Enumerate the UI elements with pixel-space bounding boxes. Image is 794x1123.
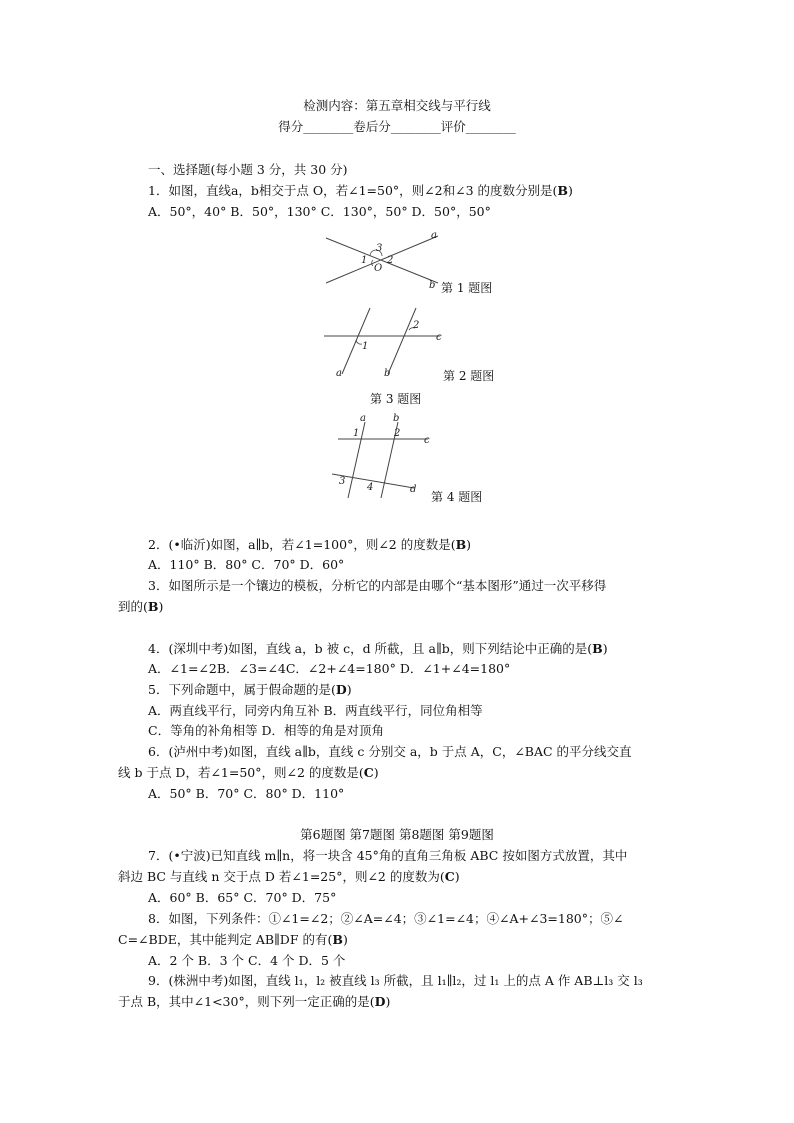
fig1-caption: 第 1 题图 [441,281,493,295]
q9-close: ) [385,994,391,1009]
fig4-label-c: c [424,435,430,446]
fig2-label-a: a [336,368,342,378]
q2-answer: B [455,537,467,552]
q9-line1: 9．(株洲中考)如图，直线 l₁，l₂ 被直线 l₃ 所截，且 l₁∥l₂，过 l₁ 上的点 A 作 AB⊥l₃ 交 l₃ [148,973,643,988]
figure-4 [330,412,430,500]
q4-options: A．∠1=∠2B．∠3=∠4C．∠2+∠4=180° D．∠1+∠4=180° [148,661,511,676]
q2-stem: 2．(•临沂)如图，a∥b，若∠1=100°，则∠2 的度数是( [148,537,456,552]
q3-line1: 3．如图所示是一个镶边的模板，分析它的内部是由哪个“基本图形”通过一次平移得 [148,578,607,593]
q4-close: ) [602,641,608,656]
q1-stem: 1．如图，直线a，b相交于点 O，若∠1=50°，则∠2和∠3 的度数分别是( [148,183,558,198]
q6-answer: C [363,765,374,780]
q5-option-line2: C．等角的补角相等 D．相等的角是对顶角 [148,723,385,738]
q7-line2-text: 斜边 BC 与直线 n 交于点 D 若∠1=25°，则∠2 的度数为( [118,869,445,884]
fig4-label-2: 2 [394,428,401,439]
q2-close: ) [466,537,472,552]
q5-answer: D [335,682,347,697]
q3-close: ) [158,599,164,614]
figure-1 [318,226,448,292]
q6-options: A．50° B．70° C．80° D．110° [148,786,345,801]
question-5 [148,682,352,698]
q8-close: ) [342,932,348,947]
q7-answer: C [444,869,455,884]
q8-line2 [118,932,348,948]
fig2-label-1: 1 [362,341,369,352]
score-line: 得分________卷后分________评价________ [278,119,516,134]
q3-line2 [118,599,163,615]
q4-answer: B [592,641,603,656]
fig4-label-1: 1 [353,428,360,439]
q8-answer: B [332,932,343,947]
q8-line1: 8．如图，下列条件：①∠1=∠2；②∠A=∠4；③∠1=∠4；④∠A+∠3=180°；⑤∠ [148,911,624,926]
q1-close: ) [567,183,573,198]
fig4-label-3: 3 [339,476,346,487]
q9-line2 [118,994,390,1010]
q8-options: A．2 个 B．3 个 C．4 个 D．5 个 [148,953,346,968]
question-4 [148,641,608,657]
fig1-label-2: 2 [387,255,394,266]
question-1 [148,183,573,199]
q1-answer: B [557,183,568,198]
q5-stem: 5．下列命题中，属于假命题的是( [148,682,336,697]
q5-close: ) [346,682,352,697]
fig4-caption: 第 4 题图 [431,490,483,504]
page-title: 检测内容：第五章相交线与平行线 [303,98,491,113]
fig4-label-a: a [360,413,366,424]
fig2-caption: 第 2 题图 [443,369,495,383]
fig1-label-1: 1 [361,255,368,266]
q7-close: ) [454,869,460,884]
q6-line2 [118,765,379,781]
q8-line2-text: C=∠BDE，其中能判定 AB∥DF 的有( [118,932,333,947]
fig1-label-a: a [431,230,437,241]
q1-options: A．50°，40° B．50°，130° C．130°，50° D．50°，50° [148,204,491,219]
q6-close: ) [373,765,379,780]
figure-captions-6-9: 第6题图 第7题图 第8题图 第9题图 [300,827,494,842]
fig1-label-b: b [429,280,436,291]
question-2 [148,537,471,553]
fig4-label-4: 4 [367,482,374,493]
fig3-caption: 第 3 题图 [370,392,422,406]
fig2-label-c: c [436,332,442,343]
q3-line2-text: 到的( [118,599,148,614]
q4-stem: 4．(深圳中考)如图，直线 a，b 被 c，d 所截，且 a∥b，则下列结论中正确的是( [148,641,593,656]
q2-options: A．110° B．80° C．70° D．60° [148,557,345,572]
section-heading: 一、选择题(每小题 3 分，共 30 分) [148,162,348,177]
q7-line2 [118,869,460,885]
fig1-label-o: O [374,263,383,274]
q9-line2-text: 于点 B，其中∠1<30°，则下列一定正确的是( [118,994,375,1009]
q3-answer: B [147,599,159,614]
q7-options: A．60° B．65° C．70° D．75° [148,890,337,905]
q5-option-line1: A．两直线平行，同旁内角互补 B．两直线平行，同位角相等 [148,703,483,718]
fig4-label-b: b [393,413,400,424]
q6-line1: 6．(泸州中考)如图，直线 a∥b，直线 c 分别交 a，b 于点 A，C，∠BAC 的平分线交直 [148,744,632,759]
fig2-label-2: 2 [413,320,420,331]
q6-line2-text: 线 b 于点 D，若∠1=50°，则∠2 的度数是( [118,765,364,780]
fig4-label-d: d [410,484,417,495]
fig2-label-b: b [384,368,391,378]
q9-answer: D [374,994,386,1009]
figure-2 [320,306,450,378]
fig1-label-3: 3 [376,243,383,254]
q7-line1: 7．(•宁波)已知直线 m∥n，将一块含 45°角的直角三角板 ABC 按如图方式放置，其中 [148,848,628,863]
